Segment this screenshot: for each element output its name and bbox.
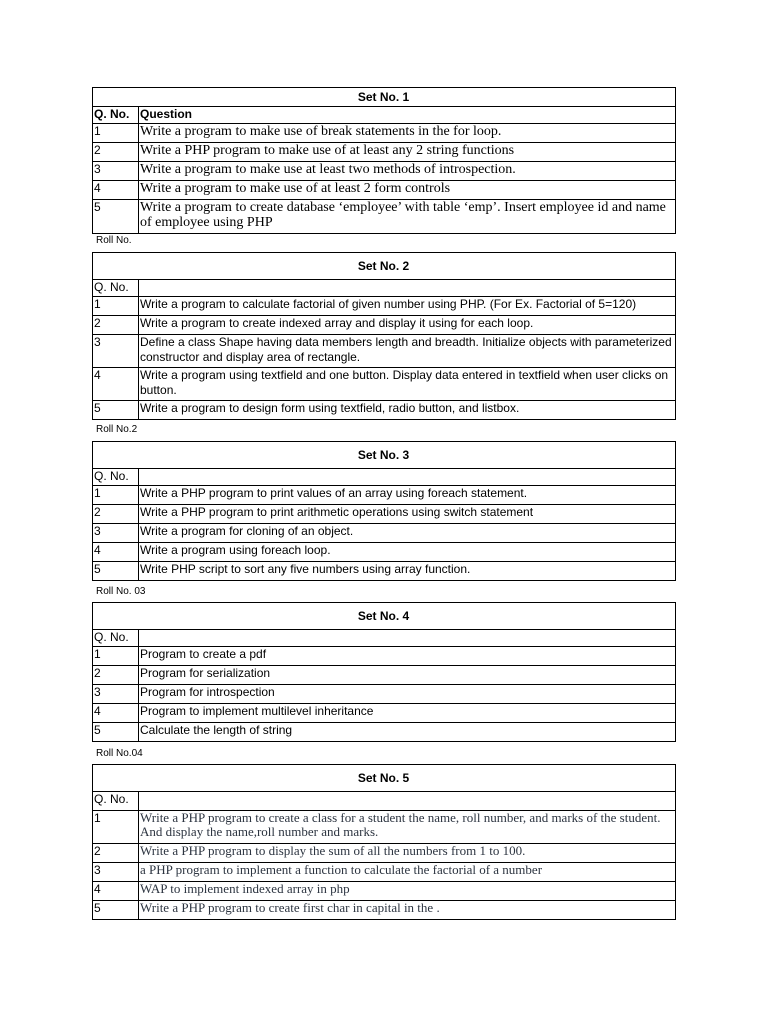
table-row — [93, 863, 676, 882]
question-text: Write a PHP program to print values of an array using foreach statement. — [139, 486, 676, 505]
question-number: 2 — [93, 505, 139, 524]
table-row — [93, 297, 676, 316]
question-text: Program to implement multilevel inheritance — [139, 704, 676, 723]
table-row — [93, 901, 676, 920]
question-number: 2 — [93, 666, 139, 685]
question-text: Write a program using textfield and one button. Display data entered in textfield when user clicks on button. — [139, 368, 676, 401]
question-text: WAP to implement indexed array in php — [139, 882, 676, 901]
qno-header: Q. No. — [93, 630, 139, 647]
set-4-title: Set No. 4 — [93, 603, 676, 630]
qno-header: Q. No. — [93, 469, 139, 486]
question-number: 4 — [93, 543, 139, 562]
table-row — [93, 486, 676, 505]
table-row — [93, 401, 676, 420]
table-row — [93, 143, 676, 162]
question-number: 1 — [93, 647, 139, 666]
table-row — [93, 723, 676, 742]
question-number: 4 — [93, 368, 139, 401]
table-row — [93, 666, 676, 685]
question-number: 3 — [93, 863, 139, 882]
question-text: Program for serialization — [139, 666, 676, 685]
table-row — [93, 704, 676, 723]
question-text: Write a program to make use at least two methods of introspection. — [139, 162, 676, 181]
set-5-title: Set No. 5 — [93, 765, 676, 792]
qno-header: Q. No. — [93, 280, 139, 297]
roll-number-label: Roll No.04 — [96, 748, 143, 759]
question-number: 1 — [93, 811, 139, 844]
question-text: Program for introspection — [139, 685, 676, 704]
question-text: Write PHP script to sort any five numbers using array function. — [139, 562, 676, 581]
set-3-table — [92, 441, 676, 581]
set-5-table — [92, 764, 676, 920]
question-number: 1 — [93, 124, 139, 143]
question-number: 3 — [93, 524, 139, 543]
question-text: Write a program for cloning of an object. — [139, 524, 676, 543]
question-header — [139, 469, 676, 486]
table-row — [93, 162, 676, 181]
question-number: 2 — [93, 316, 139, 335]
question-number: 2 — [93, 844, 139, 863]
question-text: Write a program to create database ‘employee’ with table ‘emp’. Insert employee id and name of employee using PHP — [139, 200, 676, 234]
set-1-title: Set No. 1 — [93, 88, 676, 107]
qno-header: Q. No. — [93, 107, 139, 124]
question-text: Write a program to make use of at least 2 form controls — [139, 181, 676, 200]
question-number: 5 — [93, 401, 139, 420]
question-text: Write a PHP program to create a class for a student the name, roll number, and marks of the student. And display the name,roll number and marks. — [139, 811, 676, 844]
table-row — [93, 316, 676, 335]
question-number: 5 — [93, 723, 139, 742]
question-number: 2 — [93, 143, 139, 162]
question-header: Question — [139, 107, 676, 124]
question-text: a PHP program to implement a function to calculate the factorial of a number — [139, 863, 676, 882]
question-number: 3 — [93, 162, 139, 181]
table-row — [93, 368, 676, 401]
question-text: Write a program to make use of break statements in the for loop. — [139, 124, 676, 143]
question-text: Write a program to calculate factorial of given number using PHP. (For Ex. Factorial of 5=120) — [139, 297, 676, 316]
question-header — [139, 792, 676, 811]
question-text: Write a program using foreach loop. — [139, 543, 676, 562]
question-number: 1 — [93, 486, 139, 505]
question-text: Define a class Shape having data members length and breadth. Initialize objects with parameterized constructor and display area of rectangle. — [139, 335, 676, 368]
table-row — [93, 882, 676, 901]
table-row — [93, 543, 676, 562]
table-row — [93, 685, 676, 704]
question-header — [139, 280, 676, 297]
question-number: 5 — [93, 200, 139, 234]
table-row — [93, 181, 676, 200]
set-3-title: Set No. 3 — [93, 442, 676, 469]
question-text: Program to create a pdf — [139, 647, 676, 666]
table-row — [93, 200, 676, 234]
set-4-table — [92, 602, 676, 742]
question-number: 4 — [93, 882, 139, 901]
question-text: Write a PHP program to make use of at least any 2 string functions — [139, 143, 676, 162]
question-number: 5 — [93, 901, 139, 920]
question-number: 5 — [93, 562, 139, 581]
question-number: 4 — [93, 704, 139, 723]
question-number: 4 — [93, 181, 139, 200]
table-row — [93, 844, 676, 863]
table-row — [93, 524, 676, 543]
set-1-table — [92, 87, 676, 234]
table-row — [93, 335, 676, 368]
roll-number-label: Roll No. — [96, 235, 132, 246]
question-text: Write a program to create indexed array and display it using for each loop. — [139, 316, 676, 335]
table-row — [93, 811, 676, 844]
question-text: Write a program to design form using textfield, radio button, and listbox. — [139, 401, 676, 420]
question-text: Write a PHP program to display the sum of all the numbers from 1 to 100. — [139, 844, 676, 863]
table-row — [93, 562, 676, 581]
set-2-title: Set No. 2 — [93, 253, 676, 280]
roll-number-label: Roll No.2 — [96, 424, 138, 435]
question-number: 3 — [93, 685, 139, 704]
question-number: 3 — [93, 335, 139, 368]
question-text: Calculate the length of string — [139, 723, 676, 742]
roll-number-label: Roll No. 03 — [96, 586, 146, 597]
set-2-table — [92, 252, 676, 420]
qno-header: Q. No. — [93, 792, 139, 811]
question-header — [139, 630, 676, 647]
question-text: Write a PHP program to create first char in capital in the . — [139, 901, 676, 920]
question-text: Write a PHP program to print arithmetic operations using switch statement — [139, 505, 676, 524]
table-row — [93, 505, 676, 524]
table-row — [93, 647, 676, 666]
question-number: 1 — [93, 297, 139, 316]
table-row — [93, 124, 676, 143]
